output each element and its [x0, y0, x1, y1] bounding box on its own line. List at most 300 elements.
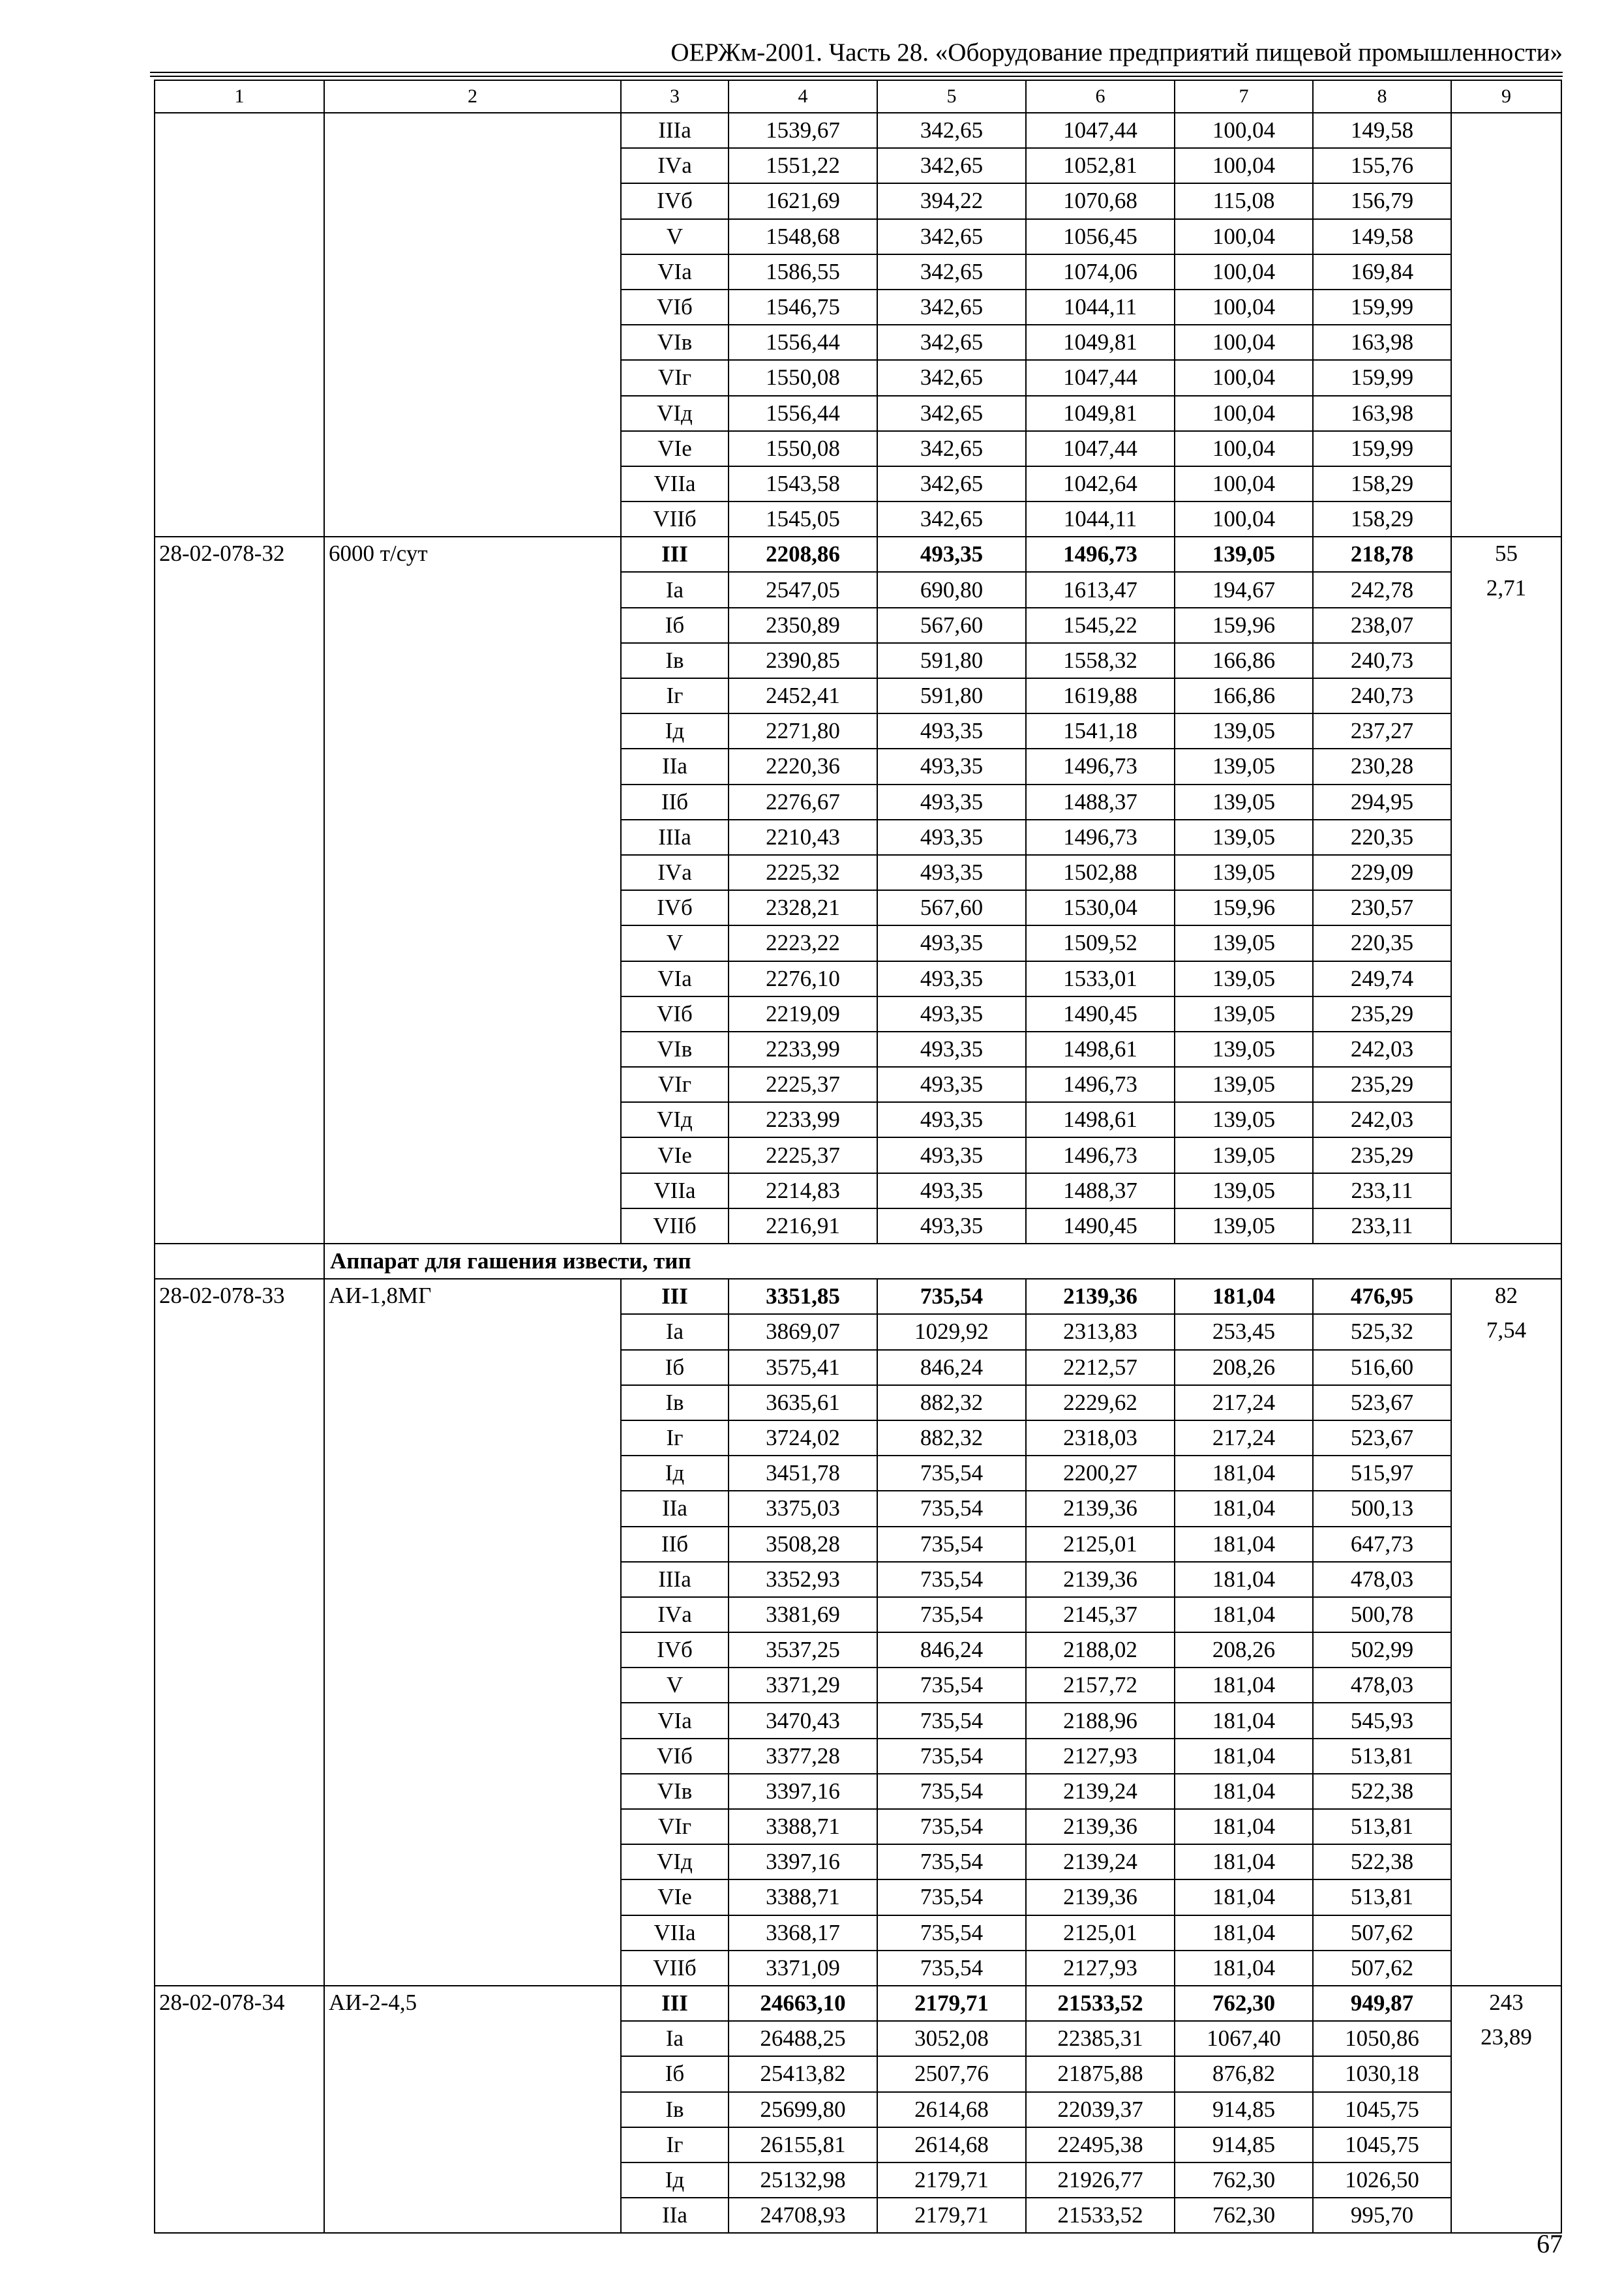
total-cost-cell: 3508,28 [729, 1527, 877, 1562]
code-cell [155, 1350, 324, 1385]
table-row [155, 996, 1561, 1032]
name-cell [324, 2021, 621, 2056]
machine-cost-cell: 1047,44 [1026, 431, 1175, 466]
wages-cell: 735,54 [877, 1915, 1026, 1951]
labor-cell [1451, 1632, 1561, 1668]
operator-wages-cell: 876,82 [1175, 2056, 1313, 2091]
wages-cell: 3052,08 [877, 2021, 1026, 2056]
materials-cell: 159,99 [1313, 360, 1451, 395]
machine-cost-cell: 1047,44 [1026, 113, 1175, 148]
operator-wages-cell: 100,04 [1175, 219, 1313, 254]
materials-cell: 995,70 [1313, 2198, 1451, 2233]
operator-wages-cell: 181,04 [1175, 1562, 1313, 1597]
wages-cell: 735,54 [877, 1703, 1026, 1738]
machine-cost-cell: 1613,47 [1026, 572, 1175, 607]
operator-wages-cell: 181,04 [1175, 1809, 1313, 1844]
operator-wages-cell: 139,05 [1175, 713, 1313, 749]
machine-cost-cell: 1545,22 [1026, 608, 1175, 643]
labor-cell [1451, 1844, 1561, 1879]
operator-wages-cell: 139,05 [1175, 1208, 1313, 1244]
zone-cell: Iа [621, 1314, 729, 1349]
materials-cell: 513,81 [1313, 1739, 1451, 1774]
materials-cell: 515,97 [1313, 1456, 1451, 1491]
table-row [155, 1208, 1561, 1244]
wages-cell: 735,54 [877, 1951, 1026, 1986]
total-cost-cell: 2225,37 [729, 1067, 877, 1102]
total-cost-cell: 1556,44 [729, 325, 877, 360]
labor-cell [1451, 1562, 1561, 1597]
machine-cost-cell: 1044,11 [1026, 290, 1175, 325]
code-cell [155, 643, 324, 678]
zone-cell: IVб [621, 1632, 729, 1668]
materials-cell: 169,84 [1313, 254, 1451, 290]
zone-cell: IVб [621, 890, 729, 925]
machine-cost-cell: 2139,24 [1026, 1774, 1175, 1809]
operator-wages-cell: 100,04 [1175, 360, 1313, 395]
labor-cell: 243 [1451, 1986, 1561, 2021]
operator-wages-cell: 115,08 [1175, 183, 1313, 218]
name-cell [324, 290, 621, 325]
name-cell [324, 713, 621, 749]
wages-cell: 342,65 [877, 396, 1026, 431]
materials-cell: 220,35 [1313, 925, 1451, 961]
total-cost-cell: 2328,21 [729, 890, 877, 925]
code-cell [155, 1562, 324, 1597]
name-cell [324, 1774, 621, 1809]
wages-cell: 735,54 [877, 1739, 1026, 1774]
materials-cell: 647,73 [1313, 1527, 1451, 1562]
machine-cost-cell: 1049,81 [1026, 325, 1175, 360]
name-cell [324, 1527, 621, 1562]
wages-cell: 493,35 [877, 537, 1026, 572]
materials-cell: 242,03 [1313, 1102, 1451, 1137]
code-cell [155, 1879, 324, 1915]
zone-cell: IIа [621, 1491, 729, 1526]
code-cell [155, 1244, 324, 1279]
wages-cell: 735,54 [877, 1844, 1026, 1879]
wages-cell: 342,65 [877, 431, 1026, 466]
wages-cell: 690,80 [877, 572, 1026, 607]
wages-cell: 493,35 [877, 996, 1026, 1032]
materials-cell: 235,29 [1313, 996, 1451, 1032]
labor-cell [1451, 2162, 1561, 2198]
zone-cell: IVб [621, 183, 729, 218]
code-cell [155, 2021, 324, 2056]
operator-wages-cell: 139,05 [1175, 961, 1313, 996]
wages-cell: 342,65 [877, 254, 1026, 290]
zone-cell: IIа [621, 2198, 729, 2233]
name-cell: АИ-2-4,5 [324, 1986, 621, 2021]
wages-cell: 735,54 [877, 1562, 1026, 1597]
name-cell [324, 1739, 621, 1774]
labor-cell [1451, 431, 1561, 466]
operator-wages-cell: 217,24 [1175, 1385, 1313, 1420]
table-row [155, 1597, 1561, 1632]
table-row [155, 1562, 1561, 1597]
total-cost-cell: 2225,32 [729, 855, 877, 890]
column-number: 5 [877, 80, 1026, 113]
operator-wages-cell: 181,04 [1175, 1527, 1313, 1562]
table-row [155, 1879, 1561, 1915]
table-row [155, 1456, 1561, 1491]
table-row [155, 325, 1561, 360]
wages-cell: 846,24 [877, 1350, 1026, 1385]
labor-cell [1451, 254, 1561, 290]
labor-cell [1451, 925, 1561, 961]
wages-cell: 493,35 [877, 820, 1026, 855]
name-cell [324, 325, 621, 360]
materials-cell: 500,78 [1313, 1597, 1451, 1632]
header-rule-bottom [150, 76, 1563, 77]
machine-cost-cell: 22039,37 [1026, 2092, 1175, 2127]
total-cost-cell: 3388,71 [729, 1809, 877, 1844]
total-cost-cell: 3575,41 [729, 1350, 877, 1385]
wages-cell: 567,60 [877, 608, 1026, 643]
operator-wages-cell: 100,04 [1175, 148, 1313, 183]
total-cost-cell: 1548,68 [729, 219, 877, 254]
labor-cell [1451, 1774, 1561, 1809]
code-cell [155, 183, 324, 218]
machine-cost-cell: 1558,32 [1026, 643, 1175, 678]
materials-cell: 1050,86 [1313, 2021, 1451, 2056]
name-cell [324, 396, 621, 431]
total-cost-cell: 1621,69 [729, 183, 877, 218]
machine-cost-cell: 2188,96 [1026, 1703, 1175, 1738]
operator-wages-cell: 914,85 [1175, 2127, 1313, 2162]
operator-wages-cell: 181,04 [1175, 1951, 1313, 1986]
total-cost-cell: 3869,07 [729, 1314, 877, 1349]
labor-cell [1451, 1915, 1561, 1951]
total-cost-cell: 1550,08 [729, 431, 877, 466]
machine-cost-cell: 1488,37 [1026, 1173, 1175, 1208]
name-cell [324, 1844, 621, 1879]
materials-cell: 149,58 [1313, 113, 1451, 148]
wages-cell: 493,35 [877, 785, 1026, 820]
labor-cell [1451, 996, 1561, 1032]
total-cost-cell: 2223,22 [729, 925, 877, 961]
machine-cost-cell: 1496,73 [1026, 1137, 1175, 1173]
wages-cell: 735,54 [877, 1879, 1026, 1915]
total-cost-cell: 2271,80 [729, 713, 877, 749]
total-cost-cell: 1543,58 [729, 466, 877, 501]
zone-cell: Iб [621, 1350, 729, 1385]
code-cell [155, 1844, 324, 1879]
table-row [155, 1986, 1561, 2021]
total-cost-cell: 2390,85 [729, 643, 877, 678]
column-number: 6 [1026, 80, 1175, 113]
table-row [155, 1279, 1561, 1314]
code-cell [155, 1597, 324, 1632]
total-cost-cell: 25132,98 [729, 2162, 877, 2198]
labor-cell [1451, 325, 1561, 360]
wages-cell: 493,35 [877, 713, 1026, 749]
zone-cell: IIIа [621, 820, 729, 855]
table-row [155, 855, 1561, 890]
materials-cell: 220,35 [1313, 820, 1451, 855]
code-cell [155, 1668, 324, 1703]
column-number: 2 [324, 80, 621, 113]
wages-cell: 493,35 [877, 961, 1026, 996]
code-cell [155, 1703, 324, 1738]
zone-cell: VIг [621, 1809, 729, 1844]
table-row [155, 1951, 1561, 1986]
table-row [155, 961, 1561, 996]
labor-cell [1451, 1527, 1561, 1562]
materials-cell: 1030,18 [1313, 2056, 1451, 2091]
labor-cell [1451, 2092, 1561, 2127]
labor-cell [1451, 2056, 1561, 2091]
table-row [155, 1173, 1561, 1208]
total-cost-cell: 1539,67 [729, 113, 877, 148]
labor-cell: 82 [1451, 1279, 1561, 1314]
wages-cell: 2507,76 [877, 2056, 1026, 2091]
code-cell: 28-02-078-33 [155, 1279, 324, 1314]
labor-cell [1451, 1668, 1561, 1703]
name-cell [324, 572, 621, 607]
name-cell [324, 2198, 621, 2233]
labor-cell [1451, 290, 1561, 325]
name-cell [324, 1456, 621, 1491]
name-cell [324, 1668, 621, 1703]
materials-cell: 523,67 [1313, 1385, 1451, 1420]
name-cell [324, 360, 621, 395]
name-cell [324, 1809, 621, 1844]
name-cell: АИ-1,8МГ [324, 1279, 621, 1314]
wages-cell: 342,65 [877, 148, 1026, 183]
zone-cell: V [621, 219, 729, 254]
machine-cost-cell: 21875,88 [1026, 2056, 1175, 2091]
labor-cell [1451, 1456, 1561, 1491]
machine-cost-cell: 2313,83 [1026, 1314, 1175, 1349]
code-cell [155, 1385, 324, 1420]
name-cell [324, 1915, 621, 1951]
materials-cell: 1026,50 [1313, 2162, 1451, 2198]
wages-cell: 493,35 [877, 855, 1026, 890]
operator-wages-cell: 208,26 [1175, 1632, 1313, 1668]
total-cost-cell: 2216,91 [729, 1208, 877, 1244]
zone-cell: VIIб [621, 501, 729, 537]
zone-cell: IIа [621, 749, 729, 784]
labor-cell: 7,54 [1451, 1314, 1561, 1349]
operator-wages-cell: 159,96 [1175, 608, 1313, 643]
code-cell [155, 325, 324, 360]
wages-cell: 591,80 [877, 643, 1026, 678]
column-number: 3 [621, 80, 729, 113]
materials-cell: 507,62 [1313, 1915, 1451, 1951]
wages-cell: 2614,68 [877, 2092, 1026, 2127]
name-cell [324, 1173, 621, 1208]
materials-cell: 233,11 [1313, 1173, 1451, 1208]
labor-cell [1451, 785, 1561, 820]
materials-cell: 513,81 [1313, 1879, 1451, 1915]
name-cell [324, 785, 621, 820]
zone-cell: VIв [621, 1774, 729, 1809]
labor-cell [1451, 2198, 1561, 2233]
total-cost-cell: 3388,71 [729, 1879, 877, 1915]
table-row [155, 1668, 1561, 1703]
column-number: 7 [1175, 80, 1313, 113]
zone-cell: Iд [621, 2162, 729, 2198]
name-cell [324, 1385, 621, 1420]
code-cell [155, 925, 324, 961]
code-cell [155, 1173, 324, 1208]
machine-cost-cell: 1530,04 [1026, 890, 1175, 925]
operator-wages-cell: 181,04 [1175, 1915, 1313, 1951]
table-row [155, 1844, 1561, 1879]
wages-cell: 882,32 [877, 1385, 1026, 1420]
wages-cell: 2179,71 [877, 2162, 1026, 2198]
machine-cost-cell: 2139,24 [1026, 1844, 1175, 1879]
operator-wages-cell: 100,04 [1175, 431, 1313, 466]
zone-cell: V [621, 925, 729, 961]
table-row [155, 2021, 1561, 2056]
code-cell [155, 466, 324, 501]
table-row [155, 890, 1561, 925]
wages-cell: 493,35 [877, 1102, 1026, 1137]
name-cell [324, 1208, 621, 1244]
table-row [155, 1032, 1561, 1067]
machine-cost-cell: 2318,03 [1026, 1420, 1175, 1456]
wages-cell: 493,35 [877, 749, 1026, 784]
labor-cell [1451, 608, 1561, 643]
operator-wages-cell: 139,05 [1175, 855, 1313, 890]
machine-cost-cell: 1619,88 [1026, 678, 1175, 713]
table-row [155, 1350, 1561, 1385]
zone-cell: VIIб [621, 1951, 729, 1986]
name-cell [324, 183, 621, 218]
name-cell [324, 2056, 621, 2091]
operator-wages-cell: 100,04 [1175, 254, 1313, 290]
machine-cost-cell: 21533,52 [1026, 2198, 1175, 2233]
materials-cell: 155,76 [1313, 148, 1451, 183]
zone-cell: IVа [621, 1597, 729, 1632]
table-row [155, 1314, 1561, 1349]
wages-cell: 735,54 [877, 1597, 1026, 1632]
column-number: 8 [1313, 80, 1451, 113]
materials-cell: 500,13 [1313, 1491, 1451, 1526]
machine-cost-cell: 21926,77 [1026, 2162, 1175, 2198]
wages-cell: 342,65 [877, 113, 1026, 148]
column-number: 1 [155, 80, 324, 113]
zone-cell: Iв [621, 2092, 729, 2127]
materials-cell: 949,87 [1313, 1986, 1451, 2021]
machine-cost-cell: 1496,73 [1026, 749, 1175, 784]
table-row [155, 501, 1561, 537]
name-cell [324, 148, 621, 183]
machine-cost-cell: 21533,52 [1026, 1986, 1175, 2021]
materials-cell: 233,11 [1313, 1208, 1451, 1244]
code-cell [155, 1067, 324, 1102]
name-cell [324, 749, 621, 784]
code-cell [155, 1527, 324, 1562]
operator-wages-cell: 762,30 [1175, 2198, 1313, 2233]
section-heading-row [155, 1244, 1561, 1279]
wages-cell: 735,54 [877, 1491, 1026, 1526]
materials-cell: 159,99 [1313, 290, 1451, 325]
wages-cell: 735,54 [877, 1456, 1026, 1491]
code-cell [155, 996, 324, 1032]
operator-wages-cell: 139,05 [1175, 749, 1313, 784]
labor-cell [1451, 1703, 1561, 1738]
materials-cell: 1045,75 [1313, 2127, 1451, 2162]
name-cell [324, 996, 621, 1032]
labor-cell [1451, 148, 1561, 183]
total-cost-cell: 3368,17 [729, 1915, 877, 1951]
labor-cell [1451, 1739, 1561, 1774]
wages-cell: 493,35 [877, 1067, 1026, 1102]
machine-cost-cell: 2188,02 [1026, 1632, 1175, 1668]
total-cost-cell: 1586,55 [729, 254, 877, 290]
machine-cost-cell: 1490,45 [1026, 996, 1175, 1032]
operator-wages-cell: 139,05 [1175, 1137, 1313, 1173]
machine-cost-cell: 2200,27 [1026, 1456, 1175, 1491]
operator-wages-cell: 762,30 [1175, 1986, 1313, 2021]
zone-cell: VIе [621, 431, 729, 466]
materials-cell: 240,73 [1313, 678, 1451, 713]
zone-cell: VIе [621, 1137, 729, 1173]
column-number-row [155, 80, 1561, 113]
total-cost-cell: 1550,08 [729, 360, 877, 395]
machine-cost-cell: 2127,93 [1026, 1951, 1175, 1986]
table-row [155, 2056, 1561, 2091]
table-row [155, 1102, 1561, 1137]
operator-wages-cell: 139,05 [1175, 1032, 1313, 1067]
total-cost-cell: 3537,25 [729, 1632, 877, 1668]
total-cost-cell: 2276,10 [729, 961, 877, 996]
zone-cell: VIIб [621, 1208, 729, 1244]
wages-cell: 394,22 [877, 183, 1026, 218]
operator-wages-cell: 181,04 [1175, 1456, 1313, 1491]
code-cell [155, 820, 324, 855]
code-cell [155, 1420, 324, 1456]
materials-cell: 294,95 [1313, 785, 1451, 820]
table-row [155, 1491, 1561, 1526]
name-cell [324, 1032, 621, 1067]
code-cell [155, 290, 324, 325]
materials-cell: 516,60 [1313, 1350, 1451, 1385]
zone-cell: VIе [621, 1879, 729, 1915]
total-cost-cell: 2208,86 [729, 537, 877, 572]
labor-cell [1451, 961, 1561, 996]
operator-wages-cell: 762,30 [1175, 2162, 1313, 2198]
machine-cost-cell: 2212,57 [1026, 1350, 1175, 1385]
materials-cell: 156,79 [1313, 183, 1451, 218]
materials-cell: 545,93 [1313, 1703, 1451, 1738]
machine-cost-cell: 22385,31 [1026, 2021, 1175, 2056]
wages-cell: 493,35 [877, 925, 1026, 961]
code-cell [155, 2056, 324, 2091]
labor-cell [1451, 1102, 1561, 1137]
wages-cell: 342,65 [877, 219, 1026, 254]
machine-cost-cell: 1498,61 [1026, 1102, 1175, 1137]
operator-wages-cell: 139,05 [1175, 1102, 1313, 1137]
machine-cost-cell: 2139,36 [1026, 1879, 1175, 1915]
labor-cell [1451, 113, 1561, 148]
name-cell [324, 1632, 621, 1668]
name-cell [324, 1350, 621, 1385]
labor-cell [1451, 890, 1561, 925]
zone-cell: Iг [621, 2127, 729, 2162]
labor-cell [1451, 1809, 1561, 1844]
table-row [155, 643, 1561, 678]
total-cost-cell: 2350,89 [729, 608, 877, 643]
operator-wages-cell: 159,96 [1175, 890, 1313, 925]
labor-cell [1451, 183, 1561, 218]
materials-cell: 230,28 [1313, 749, 1451, 784]
labor-cell [1451, 1350, 1561, 1385]
total-cost-cell: 1556,44 [729, 396, 877, 431]
operator-wages-cell: 100,04 [1175, 396, 1313, 431]
